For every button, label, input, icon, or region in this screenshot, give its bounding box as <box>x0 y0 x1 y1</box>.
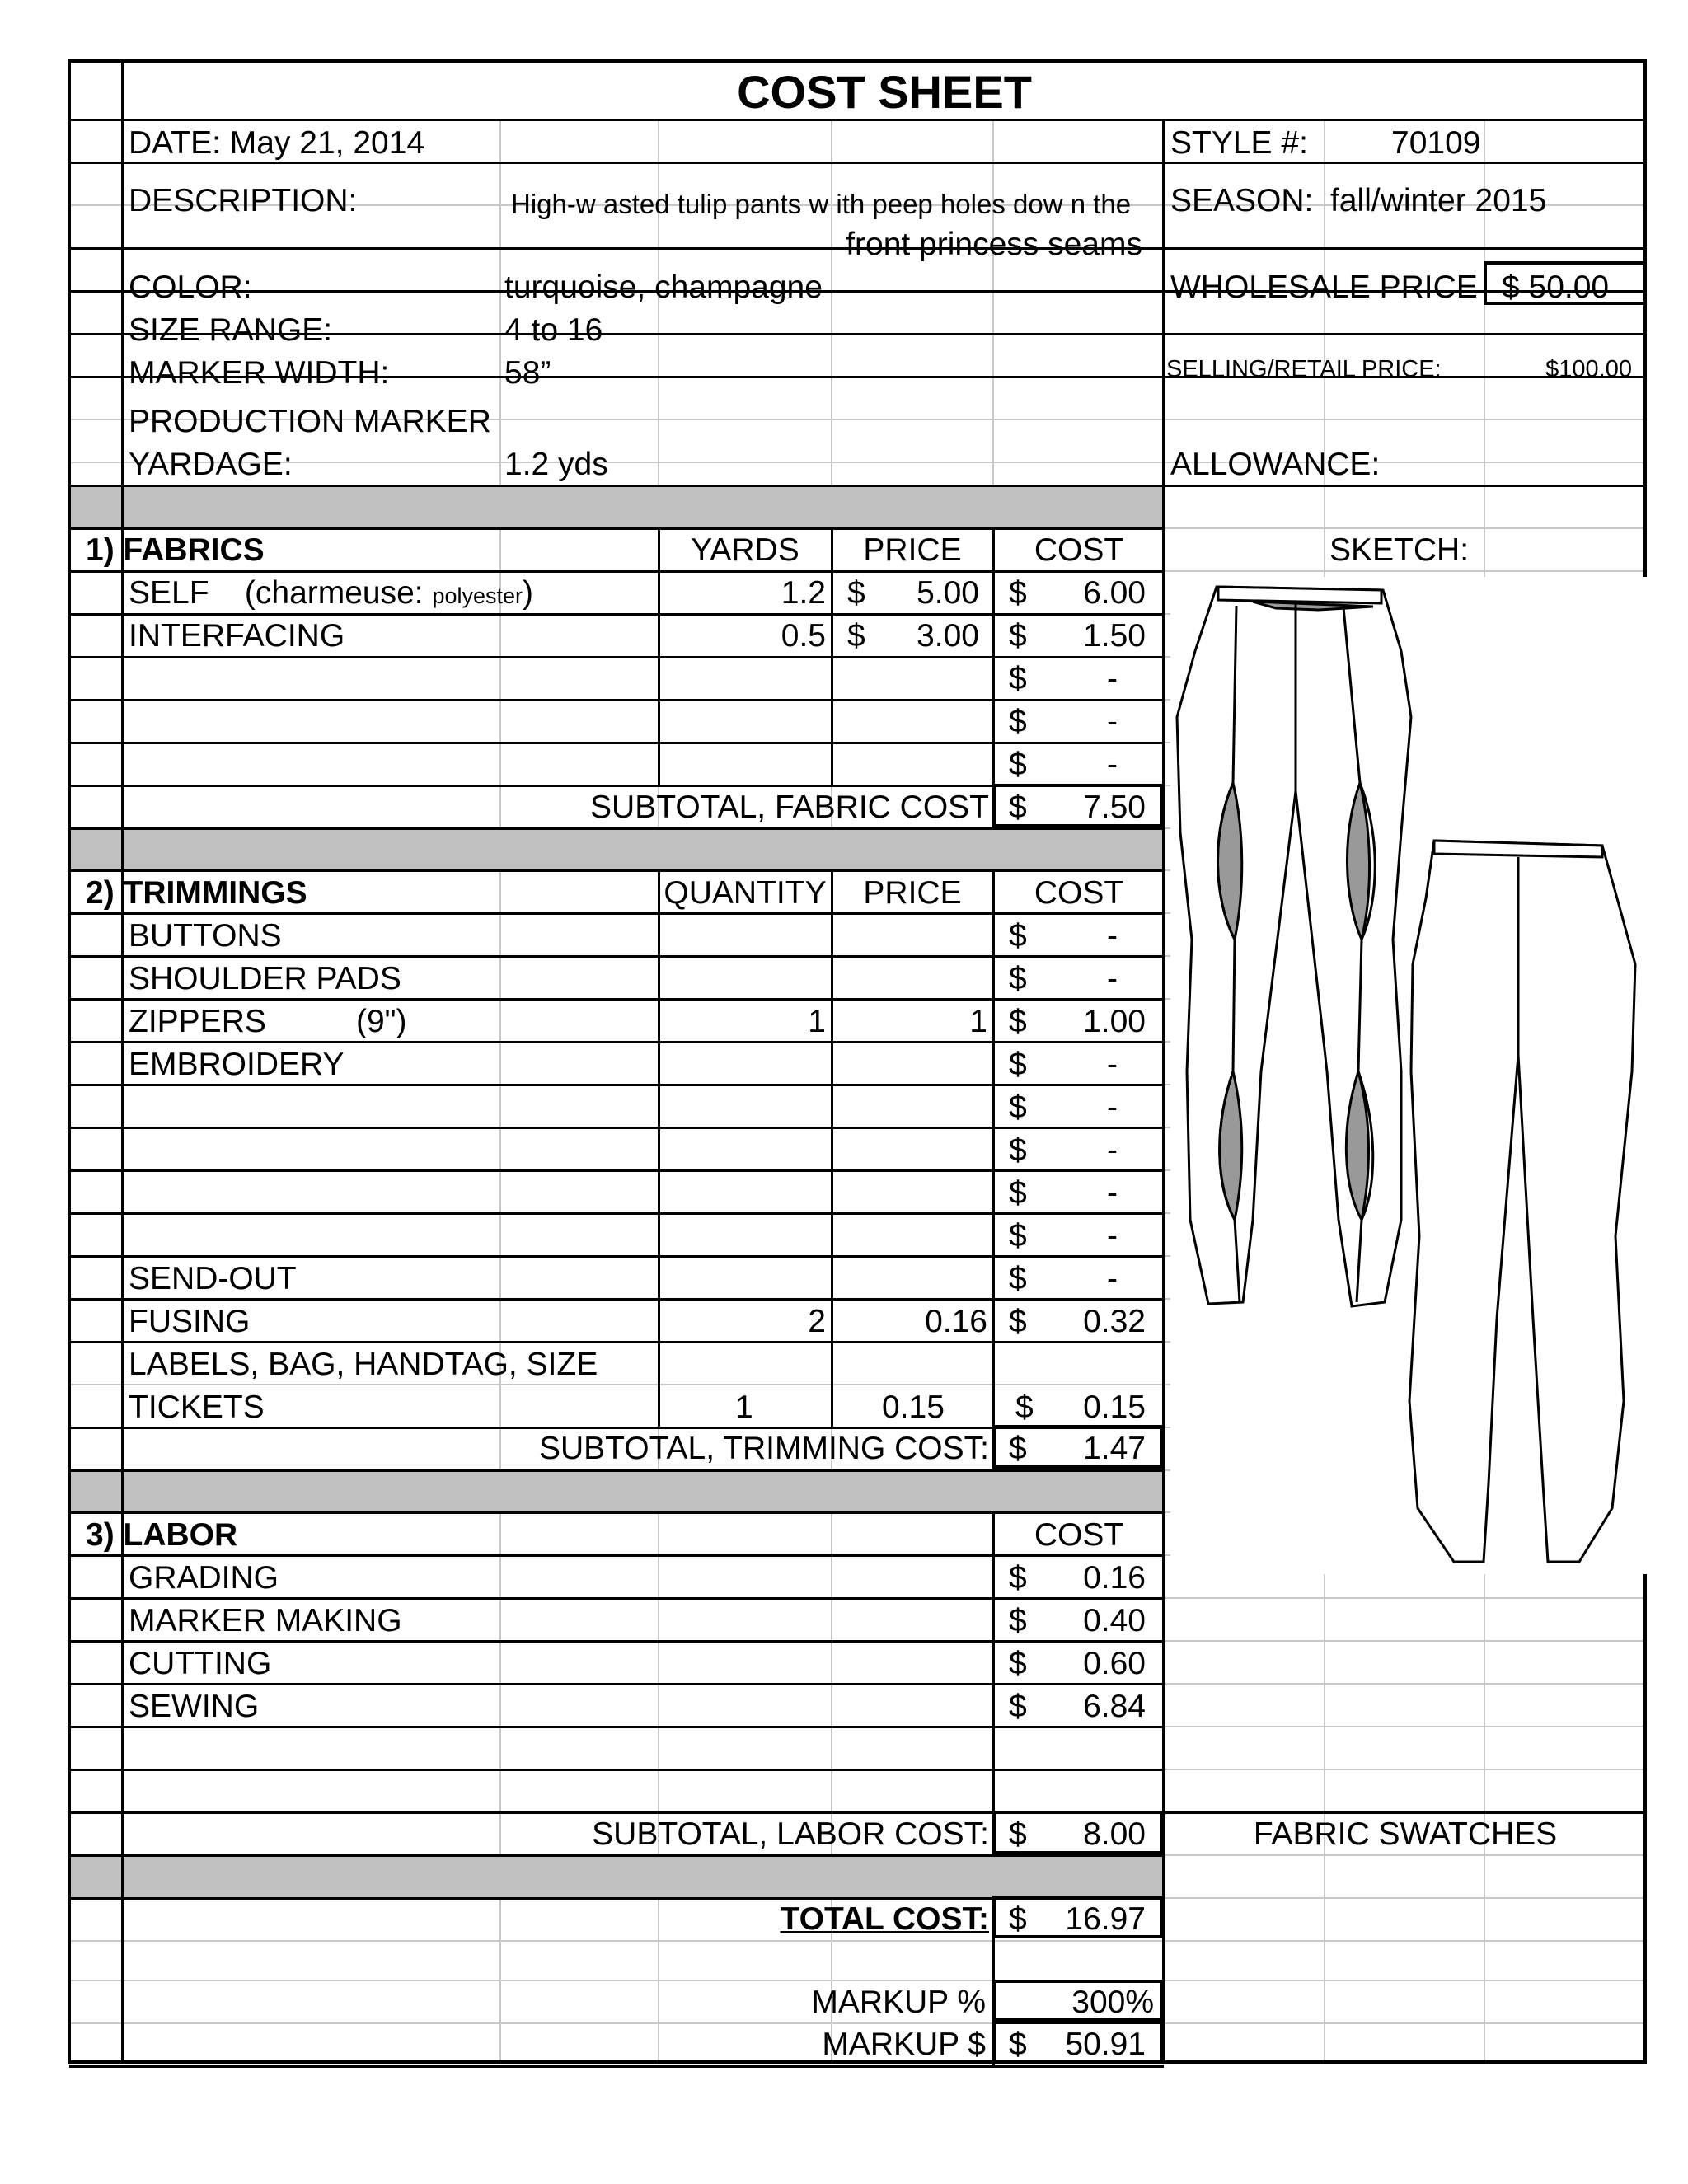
rule-line <box>69 162 1164 164</box>
fusing-qty: 2 <box>808 1304 826 1339</box>
shoulder-pads-cost: - <box>1107 961 1118 996</box>
trimmings-col-cost: COST <box>1034 875 1124 911</box>
send-out-label: SEND-OUT <box>129 1261 297 1296</box>
fabric-empty-currency-1: $ <box>1009 661 1027 696</box>
fabrics-col-price: PRICE <box>863 532 962 568</box>
labels-label-1: LABELS, BAG, HANDTAG, SIZE <box>129 1347 598 1382</box>
cutting-cost: 0.60 <box>1083 1646 1146 1681</box>
rule-line <box>69 1255 1164 1258</box>
buttons-label: BUTTONS <box>129 918 282 954</box>
rule-line <box>69 1769 1164 1771</box>
total-cost-label: TOTAL COST: <box>780 1901 989 1937</box>
trim-empty-cost-4: - <box>1107 1218 1118 1254</box>
interfacing-cost-currency: $ <box>1009 618 1027 654</box>
fusing-label: FUSING <box>129 1304 251 1339</box>
rule-line <box>69 998 1164 1001</box>
send-out-cost: - <box>1107 1261 1118 1296</box>
style-label: STYLE #: <box>1170 125 1308 161</box>
trim-empty-cost-1: - <box>1107 1090 1118 1125</box>
labels-price: 0.15 <box>882 1390 945 1425</box>
zippers-price: 1 <box>969 1004 987 1039</box>
interfacing-label: INTERFACING <box>129 618 345 654</box>
buttons-cost: - <box>1107 918 1118 954</box>
rule-line <box>69 613 1164 616</box>
total-cost-currency: $ <box>1009 1901 1027 1937</box>
markup-pct-value: 300% <box>1071 1985 1154 2020</box>
self-detail-small: polyester <box>432 583 523 608</box>
zippers-size: (9") <box>356 1004 407 1039</box>
rule-line <box>69 2065 1164 2068</box>
rule-line <box>1164 485 1647 487</box>
color-label: COLOR: <box>129 269 252 305</box>
zippers-cost: 1.00 <box>1083 1004 1146 1039</box>
divider-col-a <box>121 59 124 2064</box>
size-range-value: 4 to 16 <box>504 312 603 348</box>
send-out-currency: $ <box>1009 1261 1027 1296</box>
fusing-price: 0.16 <box>925 1304 987 1339</box>
marker-making-cost: 0.40 <box>1083 1603 1146 1638</box>
rule-line <box>831 869 833 1427</box>
rule-line <box>69 1511 1164 1514</box>
rule-line <box>69 1084 1164 1086</box>
style-value: 70109 <box>1391 125 1481 161</box>
rule-line <box>69 912 1164 915</box>
rule-line <box>658 869 660 1427</box>
zippers-label: ZIPPERS <box>129 1004 266 1039</box>
self-label: SELF <box>129 575 209 611</box>
interfacing-cost: 1.50 <box>1083 618 1146 654</box>
cutting-currency: $ <box>1009 1646 1027 1681</box>
shoulder-pads-currency: $ <box>1009 961 1027 996</box>
fabric-empty-cost-3: - <box>1107 747 1118 782</box>
cutting-label: CUTTING <box>129 1646 272 1681</box>
rule-line <box>69 570 1164 573</box>
rule-line <box>69 1341 1164 1343</box>
wholesale-label: WHOLESALE PRICE <box>1170 269 1478 305</box>
labels-currency: $ <box>1015 1390 1034 1425</box>
rule-line <box>69 1469 1164 1472</box>
rule-line <box>992 1511 995 1854</box>
labor-subtotal-label: SUBTOTAL, LABOR COST: <box>592 1816 989 1852</box>
interfacing-price: 3.00 <box>917 618 979 654</box>
trim-empty-cost-2: - <box>1107 1132 1118 1168</box>
trim-empty-currency-1: $ <box>1009 1090 1027 1125</box>
divider-right-panel <box>1162 119 1165 2064</box>
trimmings-col-price: PRICE <box>863 875 962 911</box>
markup-usd-value: 50.91 <box>1065 2027 1146 2062</box>
trimmings-col-quantity: QUANTITY <box>663 875 827 911</box>
self-cost: 6.00 <box>1083 575 1146 611</box>
markup-pct-label: MARKUP % <box>811 1985 986 2020</box>
embroidery-currency: $ <box>1009 1047 1027 1082</box>
rule-line <box>1164 1811 1647 1814</box>
trimming-subtotal-currency: $ <box>1009 1431 1027 1466</box>
retail-value: $100.00 <box>1545 356 1632 382</box>
shoulder-pads-label: SHOULDER PADS <box>129 961 401 996</box>
markup-usd-currency: $ <box>1009 2027 1027 2062</box>
self-cost-currency: $ <box>1009 575 1027 611</box>
rule-line <box>69 1212 1164 1215</box>
grading-currency: $ <box>1009 1560 1027 1596</box>
wholesale-value: $ 50.00 <box>1502 269 1610 305</box>
rule-line <box>69 119 1164 121</box>
trimming-subtotal-value: 1.47 <box>1083 1431 1146 1466</box>
zippers-qty: 1 <box>808 1004 826 1039</box>
self-yards: 1.2 <box>781 575 826 611</box>
labor-subtotal-currency: $ <box>1009 1816 1027 1852</box>
marker-width-label: MARKER WIDTH: <box>129 355 390 391</box>
grading-label: GRADING <box>129 1560 279 1596</box>
marker-width-value: 58” <box>504 355 551 391</box>
rule-line <box>69 1597 1164 1600</box>
fusing-cost: 0.32 <box>1083 1304 1146 1339</box>
rule-line <box>1164 162 1647 164</box>
season-label: SEASON: <box>1170 183 1314 218</box>
rule-line <box>69 1041 1164 1043</box>
sewing-currency: $ <box>1009 1689 1027 1724</box>
labels-cost: 0.15 <box>1083 1390 1146 1425</box>
season-value: fall/winter 2015 <box>1330 183 1547 218</box>
embroidery-label: EMBROIDERY <box>129 1047 345 1082</box>
sewing-label: SEWING <box>129 1689 260 1724</box>
marker-making-label: MARKER MAKING <box>129 1603 402 1638</box>
labor-heading: 3) LABOR <box>86 1517 238 1553</box>
zippers-currency: $ <box>1009 1004 1027 1039</box>
rule-line <box>69 955 1164 958</box>
labor-col-cost: COST <box>1034 1517 1124 1553</box>
fabric-empty-cost-1: - <box>1107 661 1118 696</box>
page-title: COST SHEET <box>737 66 1032 118</box>
trim-empty-currency-4: $ <box>1009 1218 1027 1254</box>
retail-label: SELLING/RETAIL PRICE: <box>1166 356 1442 382</box>
date-field: DATE: May 21, 2014 <box>129 125 425 161</box>
rule-line <box>69 742 1164 744</box>
size-range-label: SIZE RANGE: <box>129 312 333 348</box>
self-fabric-row <box>129 577 533 609</box>
rule-line <box>69 1127 1164 1129</box>
labels-qty: 1 <box>735 1390 753 1425</box>
rule-line <box>69 485 1164 487</box>
embroidery-cost: - <box>1107 1047 1118 1082</box>
fabric-subtotal-label: SUBTOTAL, FABRIC COST <box>590 790 989 825</box>
rule-line <box>69 1298 1164 1301</box>
pants-sketch <box>1170 577 1648 1574</box>
rule-line <box>69 1726 1164 1728</box>
fabric-empty-currency-3: $ <box>1009 747 1027 782</box>
rule-line <box>69 1640 1164 1643</box>
allowance-label: ALLOWANCE: <box>1170 447 1381 482</box>
rule-line <box>1164 333 1647 335</box>
fabrics-heading: 1) FABRICS <box>86 532 265 568</box>
rule-line <box>69 1169 1164 1172</box>
description-line-1: High-w asted tulip pants w ith peep holes dow n the <box>511 189 1132 219</box>
self-price: 5.00 <box>917 575 979 611</box>
interfacing-price-currency: $ <box>847 618 865 654</box>
rule-line <box>69 1554 1164 1557</box>
rule-line <box>69 1854 1164 1857</box>
total-cost-value: 16.97 <box>1065 1901 1146 1937</box>
rule-line <box>1164 119 1647 121</box>
fabrics-col-cost: COST <box>1034 532 1124 568</box>
fabric-empty-currency-2: $ <box>1009 704 1027 739</box>
rule-line <box>1164 247 1647 250</box>
trim-empty-currency-3: $ <box>1009 1175 1027 1211</box>
rule-line <box>69 699 1164 701</box>
markup-usd-label: MARKUP $ <box>822 2027 986 2062</box>
rule-line <box>69 827 1164 830</box>
trimmings-heading: 2) TRIMMINGS <box>86 875 307 911</box>
fabric-subtotal-value: 7.50 <box>1083 790 1146 825</box>
interfacing-yards: 0.5 <box>781 618 826 654</box>
rule-line <box>69 656 1164 658</box>
description-label: DESCRIPTION: <box>129 183 358 218</box>
rule-line <box>69 869 1164 872</box>
marker-making-currency: $ <box>1009 1603 1027 1638</box>
production-marker-value: 1.2 yds <box>504 447 608 482</box>
production-marker-label-2: YARDAGE: <box>129 447 293 482</box>
description-line-2: front princess seams <box>846 227 1142 262</box>
fabric-subtotal-currency: $ <box>1009 790 1027 825</box>
buttons-currency: $ <box>1009 918 1027 954</box>
color-value: turquoise, champagne <box>504 269 823 305</box>
trim-empty-currency-2: $ <box>1009 1132 1027 1168</box>
labor-subtotal-value: 8.00 <box>1083 1816 1146 1852</box>
self-price-currency: $ <box>847 575 865 611</box>
sketch-label: SKETCH: <box>1329 532 1470 568</box>
rule-line <box>69 1683 1164 1685</box>
grading-cost: 0.16 <box>1083 1560 1146 1596</box>
rule-line <box>992 869 995 1427</box>
fusing-currency: $ <box>1009 1304 1027 1339</box>
trimming-subtotal-label: SUBTOTAL, TRIMMING COST: <box>538 1431 989 1466</box>
self-detail: (charmeuse: <box>244 575 433 611</box>
sewing-cost: 6.84 <box>1083 1689 1146 1724</box>
fabric-swatches-label: FABRIC SWATCHES <box>1253 1816 1558 1852</box>
production-marker-label-1: PRODUCTION MARKER <box>129 404 491 439</box>
fabric-empty-cost-2: - <box>1107 704 1118 739</box>
trim-empty-cost-3: - <box>1107 1175 1118 1211</box>
fabrics-col-yards: YARDS <box>691 532 799 568</box>
self-detail-end: ) <box>523 575 534 611</box>
rule-line <box>69 527 1164 530</box>
labels-label-2: TICKETS <box>129 1390 265 1425</box>
